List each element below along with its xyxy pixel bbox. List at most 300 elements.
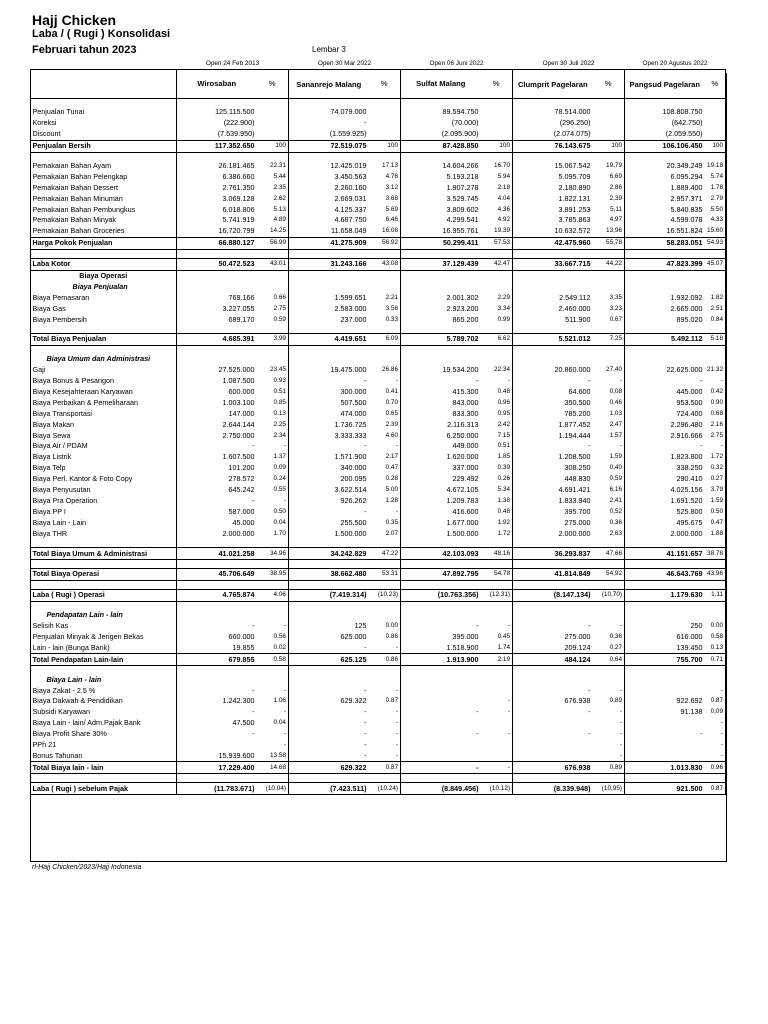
line-item-label: Biaya Kesejahteraan Karyawan <box>31 387 177 398</box>
percent-cell: 0.66 <box>257 292 289 303</box>
amount-cell <box>177 740 257 751</box>
amount-cell: 101.200 <box>228 463 255 473</box>
amount-cell: 278.572 <box>228 474 255 484</box>
empty-cell <box>481 354 513 365</box>
amount-cell <box>401 685 481 696</box>
amount-cell: - <box>364 441 367 451</box>
line-item-row <box>31 729 726 740</box>
percent-cell: - <box>369 750 401 761</box>
empty-cell <box>369 610 401 621</box>
amount-cell: 237.000 <box>340 314 367 324</box>
amount-cell: (8.339.948) <box>513 783 593 795</box>
empty-cell <box>257 601 289 610</box>
percent-cell: - <box>705 718 726 729</box>
line-item-label: Biaya Air / PDAM <box>31 441 177 452</box>
empty-cell <box>369 99 401 108</box>
empty-cell <box>513 601 593 610</box>
amount-cell: 2.644.144 <box>222 419 255 429</box>
line-item-label: Pemakaian Bahan Pelengkap <box>31 171 177 182</box>
percent-cell: 4.36 <box>481 204 513 215</box>
empty-cell <box>289 559 369 568</box>
percent-cell: 0,40 <box>593 463 625 474</box>
amount-cell: - <box>476 621 479 631</box>
amount-cell: 2.750.000 <box>222 430 255 440</box>
empty-cell <box>705 610 726 621</box>
percent-cell <box>257 129 289 140</box>
amount-cell: 2.549.112 <box>559 292 591 302</box>
amount-cell: - <box>364 739 367 749</box>
line-item-row <box>31 182 726 193</box>
amount-cell: - <box>252 685 255 695</box>
empty-cell <box>705 539 726 548</box>
amount-cell: 1.620.000 <box>446 452 479 462</box>
empty-cell <box>289 674 369 685</box>
line-item-label: Pemakaian Bahan Minyak <box>31 215 177 226</box>
empty-cell <box>481 601 513 610</box>
percent-cell: 53.31 <box>369 568 401 580</box>
amount-cell: - <box>588 707 591 717</box>
amount-cell: 416.600 <box>452 506 479 516</box>
amount-cell: 5.789.702 <box>401 334 481 346</box>
percent-cell: 0.48 <box>481 506 513 517</box>
percent-cell: 0,27 <box>593 642 625 653</box>
amount-cell: 1.179.630 <box>625 589 705 601</box>
amount-cell: 50.299.411 <box>401 237 481 249</box>
sheet-number: Lembar 3 <box>312 45 346 54</box>
amount-cell: 50.472.523 <box>177 258 257 270</box>
percent-cell: 0.84 <box>705 314 726 325</box>
empty-cell <box>625 99 705 108</box>
percent-cell: 3.56 <box>369 303 401 314</box>
empty-cell <box>625 249 705 258</box>
amount-cell: 511.900 <box>565 314 591 324</box>
amount-cell: 1.822.131 <box>558 193 591 203</box>
percent-cell: 0.58 <box>705 632 726 643</box>
amount-cell: (8.849.456) <box>401 783 481 795</box>
percent-cell: - <box>481 376 513 387</box>
spacer-row <box>31 774 726 783</box>
percent-cell: - <box>257 496 289 507</box>
empty-cell <box>177 152 257 161</box>
percent-cell: - <box>369 376 401 387</box>
empty-cell <box>289 666 369 675</box>
empty-cell <box>289 270 369 281</box>
amount-cell: 495.675 <box>676 517 703 527</box>
amount-cell: 106.106.450 <box>625 140 705 152</box>
percent-cell: 0,36 <box>593 632 625 643</box>
amount-cell <box>401 750 481 761</box>
line-item-row <box>31 452 726 463</box>
percent-cell: 0,64 <box>593 654 625 666</box>
percent-cell: 6.09 <box>369 334 401 346</box>
percent-cell: 2.35 <box>257 182 289 193</box>
empty-cell <box>289 610 369 621</box>
percent-cell: 1,59 <box>593 452 625 463</box>
amount-cell: 484.124 <box>513 654 593 666</box>
percent-cell: 1.92 <box>481 517 513 528</box>
amount-cell: 448.830 <box>564 474 591 484</box>
percent-cell: 5.74 <box>705 171 726 182</box>
line-item-row <box>31 365 726 376</box>
percent-cell <box>481 107 513 118</box>
percent-cell: - <box>593 441 625 452</box>
amount-cell: 26.181.465 <box>218 161 255 170</box>
empty-cell <box>177 345 257 354</box>
amount-cell: 395.000 <box>452 631 479 641</box>
amount-cell: - <box>364 642 367 652</box>
percent-cell: 4.92 <box>481 215 513 226</box>
percent-cell: 0.55 <box>257 485 289 496</box>
percent-cell: 0.93 <box>257 376 289 387</box>
amount-cell: 1.889.400 <box>670 182 703 192</box>
empty-cell <box>481 539 513 548</box>
empty-cell <box>257 559 289 568</box>
amount-cell: 5.095.709 <box>558 171 591 181</box>
percent-cell: 2,86 <box>593 182 625 193</box>
percent-cell: - <box>481 729 513 740</box>
empty-cell <box>369 345 401 354</box>
empty-cell <box>593 610 625 621</box>
line-item-label: PPh 21 <box>31 740 177 751</box>
line-item-label: Biaya Dakwah & Pendidikan <box>31 696 177 707</box>
branch-open-date: Open 30 Juli 2022 <box>542 60 595 67</box>
amount-cell: 5.193.218 <box>446 171 479 181</box>
report-title: Laba / ( Rugi ) Konsolidasi <box>32 28 171 40</box>
percent-cell: 0,67 <box>593 314 625 325</box>
amount-cell: - <box>364 118 367 128</box>
empty-cell <box>625 281 705 292</box>
percent-cell: 4.60 <box>369 430 401 441</box>
line-item-label: Penjualan Bersih <box>31 140 177 152</box>
amount-cell: 147.000 <box>228 408 255 418</box>
empty-cell <box>481 345 513 354</box>
percent-cell <box>369 129 401 140</box>
empty-cell <box>513 354 593 365</box>
spacer-row <box>31 580 726 589</box>
empty-cell <box>369 774 401 783</box>
amount-cell: 33.667.715 <box>513 258 593 270</box>
line-item-row <box>31 685 726 696</box>
amount-cell: - <box>700 376 703 386</box>
empty-cell <box>513 345 593 354</box>
section-heading: Biaya Umum dan Administrasi <box>31 354 177 365</box>
amount-cell: - <box>364 750 367 760</box>
empty-cell <box>513 99 593 108</box>
percent-cell: - <box>481 696 513 707</box>
percent-cell: - <box>369 718 401 729</box>
percent-cell: 45.07 <box>705 258 726 270</box>
amount-cell <box>625 718 705 729</box>
amount-cell: 1.677.000 <box>446 517 479 527</box>
empty-cell <box>257 325 289 334</box>
empty-cell <box>513 152 593 161</box>
amount-cell: 338.250 <box>676 463 703 473</box>
amount-cell: 1.607.500 <box>222 452 255 462</box>
empty-cell <box>625 610 705 621</box>
amount-cell: 108.808.750 <box>662 107 703 117</box>
percent-cell: 27,40 <box>593 365 625 376</box>
percent-cell: - <box>257 621 289 632</box>
total-row <box>31 334 726 346</box>
total-row <box>31 140 726 152</box>
percent-cell: 0.51 <box>257 387 289 398</box>
total-row <box>31 589 726 601</box>
empty-cell <box>593 99 625 108</box>
amount-cell: 41.814.849 <box>513 568 593 580</box>
percent-cell: 1.06 <box>257 696 289 707</box>
percent-cell: 19.18 <box>705 161 726 172</box>
empty-cell <box>401 270 481 281</box>
empty-cell <box>401 666 481 675</box>
percent-cell: 38.78 <box>705 548 726 560</box>
amount-cell <box>625 750 705 761</box>
percent-cell: 2.07 <box>369 528 401 539</box>
amount-cell: - <box>476 707 479 717</box>
branch-open-date: Open 24 Feb 2013 <box>205 60 260 67</box>
percent-cell: 0.87 <box>369 762 401 774</box>
empty-cell <box>401 674 481 685</box>
percent-cell: 16.70 <box>481 161 513 172</box>
amount-cell: 2.460.000 <box>558 303 591 313</box>
empty-cell <box>401 610 481 621</box>
line-item-label: Biaya Pemasaran <box>31 292 177 303</box>
amount-cell: 2.923.200 <box>446 303 479 313</box>
amount-cell: (2.074.075) <box>553 129 591 139</box>
percent-cell: 0.96 <box>705 762 726 774</box>
amount-cell: - <box>588 729 591 739</box>
amount-cell: - <box>252 729 255 739</box>
amount-cell <box>625 740 705 751</box>
empty-cell <box>401 325 481 334</box>
amount-cell: 4.599.078 <box>670 215 703 225</box>
empty-cell <box>705 152 726 161</box>
empty-cell <box>513 774 593 783</box>
percent-cell: 17.13 <box>369 161 401 172</box>
percent-cell: 5,11 <box>593 204 625 215</box>
amount-cell: 15.939.600 <box>218 750 255 760</box>
amount-cell: 922.692 <box>676 696 703 706</box>
empty-cell <box>369 325 401 334</box>
line-item-label: Laba ( Rugi ) Operasi <box>31 589 177 601</box>
percent-cell: 0.85 <box>257 397 289 408</box>
percent-cell: 0,52 <box>593 506 625 517</box>
line-item-label: Biaya Perbaikan & Pemeliharaan <box>31 397 177 408</box>
empty-cell <box>257 270 289 281</box>
empty-cell <box>705 270 726 281</box>
empty-cell <box>31 325 177 334</box>
line-item-label: Koreksi <box>31 118 177 129</box>
empty-cell <box>369 601 401 610</box>
amount-cell: 645.242 <box>228 485 255 495</box>
amount-cell: 895.020 <box>676 314 703 324</box>
branch-open-date: Open 20 Agustus 2022 <box>642 60 708 67</box>
percent-cell: - <box>593 740 625 751</box>
amount-cell: 1.932.092 <box>670 292 703 302</box>
percent-cell: (10,70) <box>593 589 625 601</box>
amount-cell: - <box>364 685 367 695</box>
amount-cell <box>513 740 593 751</box>
line-item-label: Total Biaya lain - lain <box>31 762 177 774</box>
amount-cell: 2.116.313 <box>447 419 479 429</box>
line-item-label: Total Pendapatan Lain-lain <box>31 654 177 666</box>
amount-cell: 4.025.156 <box>670 485 703 495</box>
empty-cell <box>401 99 481 108</box>
percent-cell: 4.04 <box>481 193 513 204</box>
percent-cell: 2,41 <box>593 496 625 507</box>
amount-cell: 679.855 <box>177 654 257 666</box>
percent-cell: 1.78 <box>705 182 726 193</box>
percent-cell: 2.19 <box>481 654 513 666</box>
pct-header: % <box>369 70 401 99</box>
amount-cell: 2.296.480 <box>670 419 703 429</box>
percent-cell: 1.37 <box>257 452 289 463</box>
amount-cell: 1.877.452 <box>558 419 591 429</box>
percent-cell: 7.15 <box>481 430 513 441</box>
percent-cell: 4.33 <box>705 215 726 226</box>
amount-cell: - <box>252 707 255 717</box>
section-heading-row <box>31 270 726 281</box>
percent-cell: - <box>257 740 289 751</box>
empty-cell <box>481 774 513 783</box>
percent-cell: 5.13 <box>257 204 289 215</box>
percent-cell: 0.86 <box>369 632 401 643</box>
amount-cell: 953.500 <box>676 397 703 407</box>
amount-cell: 41.275.909 <box>289 237 369 249</box>
amount-cell: 415.300 <box>452 387 479 397</box>
amount-cell: 2.583.000 <box>334 303 367 313</box>
percent-cell: - <box>369 506 401 517</box>
percent-cell <box>257 107 289 118</box>
amount-cell: 17.229.400 <box>177 762 257 774</box>
percent-cell: 3,35 <box>593 292 625 303</box>
percent-cell: 14.25 <box>257 226 289 237</box>
amount-cell: 507.500 <box>340 397 367 407</box>
amount-cell: 3.227.055 <box>222 303 255 313</box>
amount-cell: 3.622.514 <box>334 485 367 495</box>
empty-cell <box>593 152 625 161</box>
percent-cell: 2.16 <box>705 419 726 430</box>
empty-cell <box>401 774 481 783</box>
section-heading-row <box>31 674 726 685</box>
amount-cell: 2.669.031 <box>334 193 367 203</box>
percent-cell: 0.45 <box>481 632 513 643</box>
amount-cell: 11.658.049 <box>331 226 367 236</box>
percent-cell: 7,25 <box>593 334 625 346</box>
percent-cell: 3.99 <box>257 334 289 346</box>
amount-cell: 2.000.000 <box>558 528 591 538</box>
line-item-label: Laba ( Rugi ) sebelum Pajak <box>31 783 177 795</box>
percent-cell: 43.08 <box>369 258 401 270</box>
line-item-label: Biaya Telp <box>31 463 177 474</box>
line-item-label: Biaya Profit Share 30% <box>31 729 177 740</box>
line-item-label: Biaya Perl. Kantor & Foto Copy <box>31 474 177 485</box>
amount-cell: 616.000 <box>676 631 703 641</box>
empty-cell <box>31 152 177 161</box>
percent-cell: 0,89 <box>593 762 625 774</box>
amount-cell: - <box>476 729 479 739</box>
empty-cell <box>31 774 177 783</box>
amount-cell: 340.000 <box>340 463 367 473</box>
empty-cell <box>401 539 481 548</box>
percent-cell: 0.04 <box>257 718 289 729</box>
line-item-row <box>31 292 726 303</box>
percent-cell: 1.82 <box>705 292 726 303</box>
percent-cell: 5.34 <box>481 485 513 496</box>
amount-cell: 250 <box>690 621 703 631</box>
empty-cell <box>513 281 593 292</box>
branch-name: Pangsud Pagelaran <box>625 70 705 99</box>
empty-cell <box>369 270 401 281</box>
empty-cell <box>369 666 401 675</box>
percent-cell: 23.45 <box>257 365 289 376</box>
amount-cell: - <box>364 506 367 516</box>
section-heading: Pendapatan Lain - lain <box>31 610 177 621</box>
amount-cell: 1.833.940 <box>558 495 591 505</box>
line-item-row <box>31 474 726 485</box>
percent-cell: 0,36 <box>593 517 625 528</box>
percent-cell: - <box>257 729 289 740</box>
empty-cell <box>481 270 513 281</box>
empty-cell <box>625 325 705 334</box>
spacer-row <box>31 559 726 568</box>
empty-cell <box>593 345 625 354</box>
percent-cell: 1.85 <box>481 452 513 463</box>
percent-cell <box>481 685 513 696</box>
empty-cell <box>177 325 257 334</box>
empty-cell <box>705 666 726 675</box>
amount-cell: 2.001.302 <box>446 292 479 302</box>
amount-cell: 474.000 <box>340 408 367 418</box>
section-heading-row <box>31 610 726 621</box>
amount-cell: 1.242.300 <box>222 696 255 706</box>
amount-cell: 46.643.769 <box>625 568 705 580</box>
empty-cell <box>705 345 726 354</box>
empty-cell <box>369 152 401 161</box>
amount-cell: 1.013.830 <box>625 762 705 774</box>
percent-cell: 6,69 <box>593 171 625 182</box>
spacer-row <box>31 325 726 334</box>
empty-cell <box>481 580 513 589</box>
amount-cell: 4.299.541 <box>446 215 479 225</box>
percent-cell: 0.24 <box>257 474 289 485</box>
amount-cell: 76.143.675 <box>513 140 593 152</box>
percent-cell: 0.65 <box>369 408 401 419</box>
percent-cell: 1,57 <box>593 430 625 441</box>
amount-cell: - <box>364 376 367 386</box>
total-row <box>31 258 726 270</box>
percent-cell: 6.46 <box>369 215 401 226</box>
empty-cell <box>401 559 481 568</box>
amount-cell: 2.180.890 <box>558 182 591 192</box>
percent-cell: 5.18 <box>705 334 726 346</box>
percent-cell: (10.12) <box>481 783 513 795</box>
total-row <box>31 568 726 580</box>
percent-cell: - <box>257 441 289 452</box>
branch-name: Clumprit Pagelaran <box>513 70 593 99</box>
empty-cell <box>625 345 705 354</box>
percent-cell: 43.01 <box>257 258 289 270</box>
line-item-row <box>31 193 726 204</box>
amount-cell: 42.475.960 <box>513 237 593 249</box>
percent-cell: - <box>369 707 401 718</box>
amount-cell: 5.492.112 <box>625 334 705 346</box>
percent-cell: 0.99 <box>481 314 513 325</box>
amount-cell: - <box>476 376 479 386</box>
percent-cell: 0.87 <box>705 696 726 707</box>
percent-cell: - <box>705 376 726 387</box>
amount-cell: 58.283.051 <box>625 237 705 249</box>
amount-cell: 1.571.900 <box>334 452 367 462</box>
